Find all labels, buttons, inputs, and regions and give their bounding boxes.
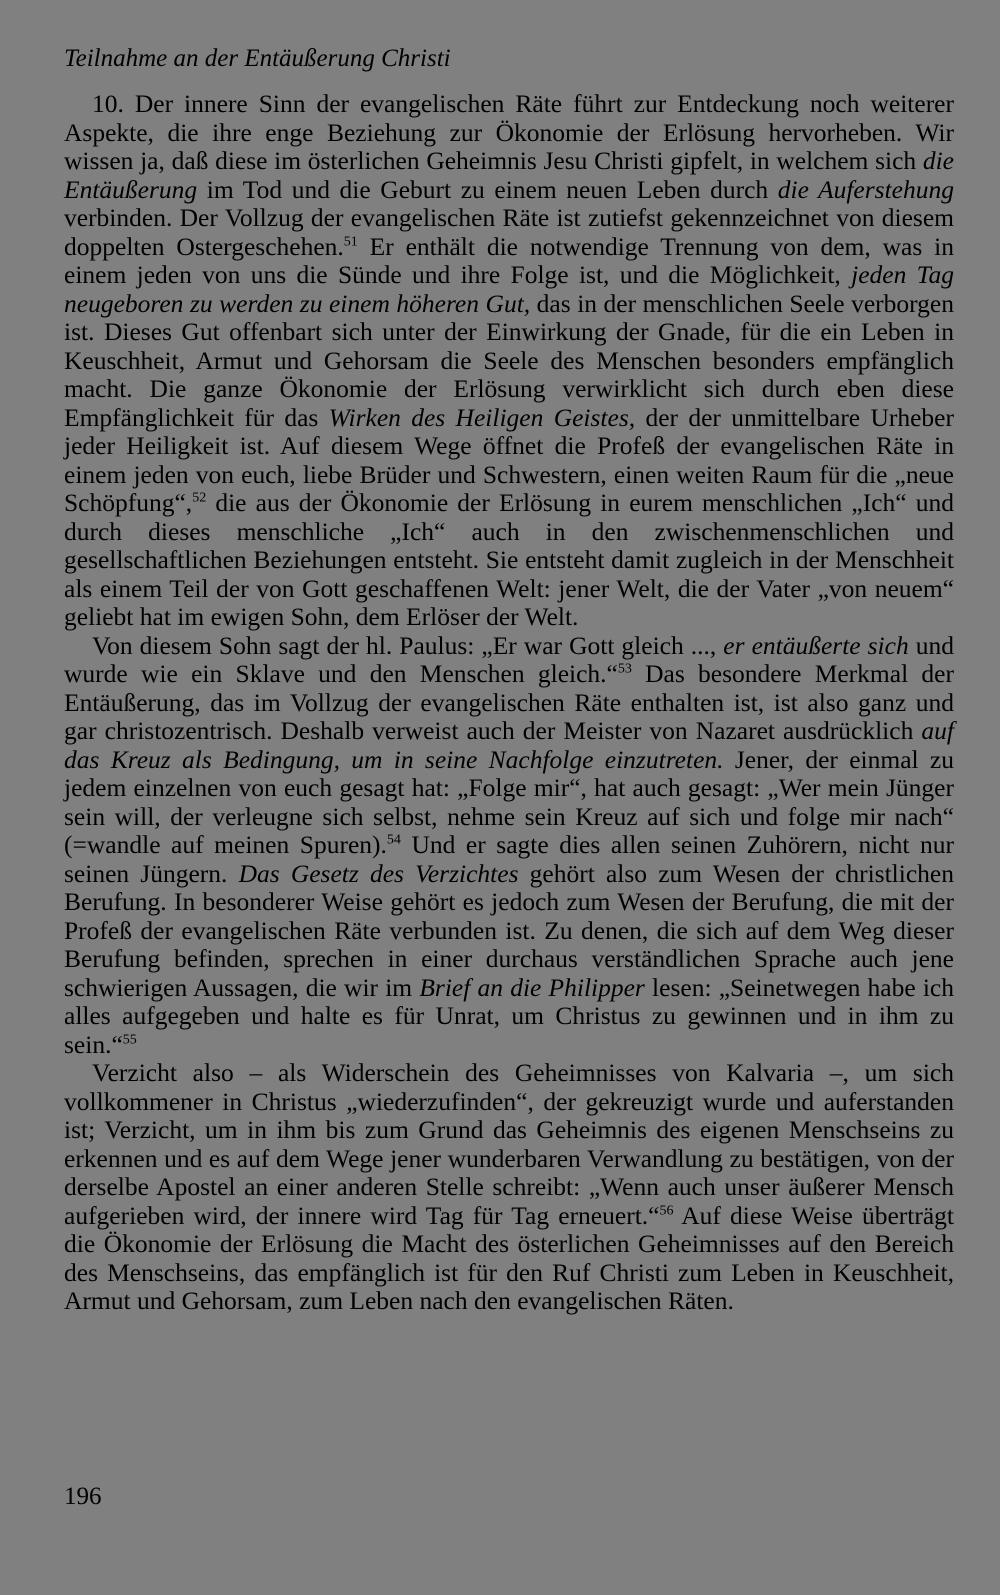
text-run: lesen: „Seinetwegen habe ich alles aufgegeben und halte es für Unrat, um Christus zu gewinnen und in ihm zu sein.“ (64, 972, 954, 1059)
text-run: Verzicht also – als Widerschein des Geheimnisses von Kalvaria –, um sich vollkommener in Christus „wiederzufinden“, der gekreuzigt wurde und auferstanden ist; Verzicht, um in ihm bis zum Grund das Geheimnis des eigenen Menschseins zu erkennen und es auf dem Wege jener wunderbaren Verwandlung zu bestätigen, von der derselbe Apostel an einer anderen Stelle schreibt: „Wenn auch unser äußerer Mensch aufgerieben wird, der innere wird Tag für Tag erneuert.“ (64, 1058, 954, 1230)
footnote-reference: 53 (617, 661, 632, 677)
emphasized-text: Brief an die Philipper (419, 972, 645, 1002)
paragraph (64, 632, 954, 1060)
text-run: Und er sagte dies allen seinen Zuhörern, nicht nur seinen Jüngern. (64, 830, 954, 888)
emphasized-text: Das Gesetz des Verzichtes (238, 858, 519, 888)
text-run: gehört also zum Wesen der christlichen Berufung. In besonderer Weise gehört es jedoch zum Wesen der Berufung, die mit der Profeß der evangelischen Räte verbunden ist. Zu denen, die sich auf dem Weg dieser Berufung befinden, sprechen in einer durchaus verständlichen Sprache auch jene schwierigen Aussagen, die wir im (64, 858, 954, 1002)
emphasized-text: auf das Kreuz als Bedingung, um in seine Nachfolge einzutreten. (64, 716, 954, 774)
page-content (64, 44, 954, 1316)
text-run: Jener, der einmal zu jedem einzelnen von euch gesagt hat: „Folge mir“, hat auch gesagt: „Wer mein Jünger sein will, der verleugne sich selbst, nehme sein Kreuz auf sich und folge mir nach“ (=wandle auf meinen Spuren). (64, 744, 954, 859)
footnote-reference: 51 (343, 234, 358, 249)
footnote-reference: 56 (659, 1203, 674, 1218)
paragraph (64, 90, 954, 632)
text-run: das in der menschlichen Seele verborgen ist. Dieses Gut offenbart sich unter der Einwirkung der Gnade, für die ein Leben in Keuschheit, Armut und Gehorsam die Seele des Menschen besonders empfänglich macht. Die ganze Ökonomie der Erlösung verwirklicht sich durch eben diese Empfänglichkeit für das (64, 288, 954, 432)
text-run: der der unmittelbare Urheber jeder Heiligkeit ist. Auf diesem Wege öffnet die Profeß der evangelischen Räte in einem jeden von euch, liebe Brüder und Schwestern, einen weiten Raum für die „neue Schöpfung“, (64, 402, 954, 517)
text-run: verbinden. Der Vollzug der evangelischen Räte ist zutiefst gekennzeichnet von diesem doppelten Ostergeschehen. (64, 203, 954, 261)
text-run: und wurde wie ein Sklave und den Menschen gleich.“ (64, 630, 954, 688)
text-run: Er enthält die notwendige Trennung von dem, was in einem jeden von uns die Sünde und ihre Folge ist, und die Möglichkeit, (64, 231, 954, 289)
text-run: im Tod und die Geburt zu einem neuen Leben durch (197, 174, 778, 204)
running-title: Teilnahme an der Entäußerung Christi (64, 45, 451, 72)
text-run: die aus der Ökonomie der Erlösung in eurem menschlichen „Ich“ und durch dieses menschliche „Ich“ auch in den zwischenmenschlichen und gesellschaftlichen Beziehungen entsteht. Sie entsteht damit zugleich in der Menschheit als einem Teil der von Gott geschaffenen Welt: jener Welt, die der Vater „von neuem“ geliebt hat im ewigen Sohn, dem Erlöser der Welt. (64, 488, 954, 631)
page-number: 196 (64, 1483, 102, 1510)
emphasized-text: er entäußerte sich (723, 630, 909, 660)
text-run: Das besondere Merkmal der Entäußerung, das im Vollzug der evangelischen Räte enthalten ist, ist also ganz und gar christozentrisch. Deshalb verweist auch der Meister von Nazaret ausdrücklich (64, 659, 954, 745)
emphasized-text: die Auferstehung (777, 174, 955, 204)
footnote-reference: 55 (122, 1032, 137, 1047)
footnote-reference: 52 (192, 490, 207, 506)
text-run: Auf diese Weise überträgt die Ökonomie der Erlösung die Macht des österlichen Geheimnisses auf den Bereich des Menschseins, das empfänglich ist für den Ruf Christi zum Leben in Keuschheit, Armut und Gehorsam, zum Leben nach den evangelischen Räten. (64, 1200, 954, 1315)
emphasized-text: Wirken des Heiligen Geistes, (328, 402, 636, 432)
body-text (64, 90, 954, 1316)
paragraph (64, 1059, 954, 1316)
text-run: Von diesem Sohn sagt der hl. Paulus: „Er war Gott gleich ..., (92, 630, 724, 660)
text-run: 10. Der innere Sinn der evangelischen Räte führt zur Entdeckung noch weiterer Aspekte, die ihre enge Beziehung zur Ökonomie der Erlösung hervorheben. Wir wissen ja, daß diese im österlichen Geheimnis Jesu Christi gipfelt, in welchem sich (64, 89, 954, 175)
footnote-reference: 54 (386, 832, 401, 848)
emphasized-text: die Entäußerung (64, 146, 954, 204)
emphasized-text: jeden Tag neugeboren zu werden zu einem höheren Gut, (64, 260, 955, 318)
